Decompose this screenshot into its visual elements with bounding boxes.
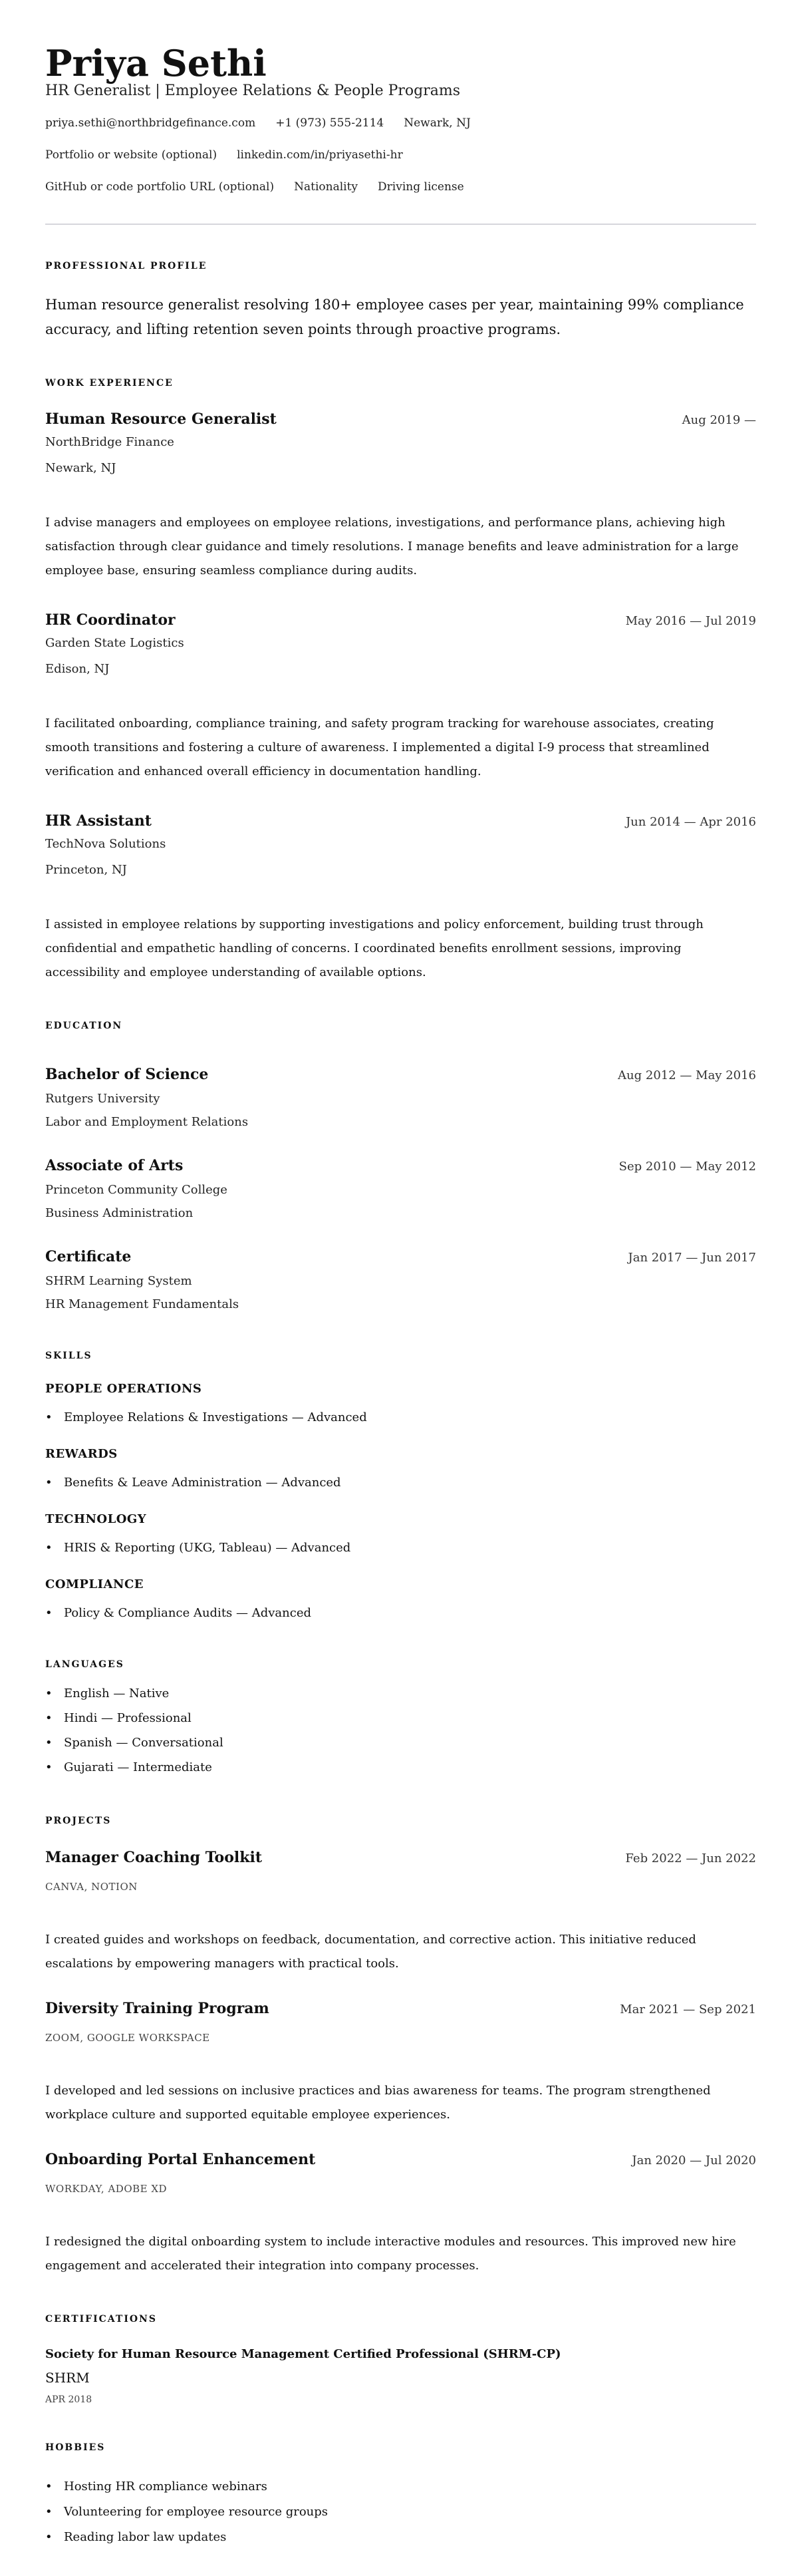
linkedin-link[interactable]: linkedin.com/in/priyasethi-hr xyxy=(237,148,403,162)
field-of-study: HR Management Fundamentals xyxy=(45,1297,239,1311)
education-entry xyxy=(45,1247,756,1315)
github-link[interactable]: GitHub or code portfolio URL (optional) xyxy=(45,180,275,194)
education-dates: Aug 2012 — May 2016 xyxy=(618,1068,756,1082)
education-dates: Jan 2017 — Jun 2017 xyxy=(628,1251,756,1265)
section-heading: CERTIFICATIONS xyxy=(45,2314,157,2325)
driving-license: Driving license xyxy=(378,180,464,194)
education-dates: Sep 2010 — May 2012 xyxy=(618,1160,756,1174)
education-header xyxy=(45,1156,756,1177)
language-item: • Hindi — Professional xyxy=(45,1706,756,1730)
email-link[interactable]: priya.sethi@northbridgefinance.com xyxy=(45,116,256,130)
certification-name: Society for Human Resource Management Certified Professional (SHRM-CP) xyxy=(45,2347,561,2361)
job-dates: May 2016 — Jul 2019 xyxy=(625,614,756,628)
job-header xyxy=(45,811,756,832)
certification-issuer: SHRM xyxy=(45,2370,90,2386)
project-header xyxy=(45,1999,756,2020)
portfolio-link[interactable]: Portfolio or website (optional) xyxy=(45,148,217,162)
hobbies-section xyxy=(45,2441,756,2550)
job-entry xyxy=(45,811,756,985)
candidate-name: Priya Sethi xyxy=(45,42,267,84)
profile-section xyxy=(45,259,756,342)
job-location: Princeton, NJ xyxy=(45,863,127,877)
languages-list xyxy=(45,1682,756,1780)
job-title: HR Coordinator xyxy=(45,611,176,629)
contact-line xyxy=(45,145,756,165)
field-of-study: Business Administration xyxy=(45,1206,194,1220)
language-item: • Spanish — Conversational xyxy=(45,1731,756,1755)
job-location: Edison, NJ xyxy=(45,662,110,676)
project-header xyxy=(45,1848,756,1869)
section-heading: PROFESSIONAL PROFILE xyxy=(45,261,207,271)
project-title: Diversity Training Program xyxy=(45,2000,269,2017)
section-heading: WORK EXPERIENCE xyxy=(45,378,174,389)
job-dates: Aug 2019 — xyxy=(682,413,756,427)
project-entry xyxy=(45,1999,756,2127)
skill-list xyxy=(45,1408,756,1428)
job-title: HR Assistant xyxy=(45,812,152,830)
company-name: Garden State Logistics xyxy=(45,636,184,650)
job-header xyxy=(45,409,756,430)
skill-list xyxy=(45,1473,756,1493)
section-heading: PROJECTS xyxy=(45,1816,112,1826)
education-header xyxy=(45,1247,756,1268)
section-heading: LANGUAGES xyxy=(45,1659,124,1670)
job-description: I advise managers and employees on employee relations, investigations, and performance plans, achieving high satisfaction through clear guidance and timely resolutions. I manage benefits and leave administration for a large employee base, ensuring seamless compliance during audits. xyxy=(45,516,739,577)
language-item: • English — Native xyxy=(45,1682,756,1706)
education-entry xyxy=(45,1064,756,1132)
profile-text: Human resource generalist resolving 180+ employee cases per year, maintaining 99% compliance accuracy, and lifting retention seven points through proactive programs. xyxy=(45,297,744,337)
company-name: TechNova Solutions xyxy=(45,837,166,851)
degree: Associate of Arts xyxy=(45,1157,184,1174)
skill-category: COMPLIANCE xyxy=(45,1577,144,1591)
work-section xyxy=(45,377,756,985)
project-tech: WORKDAY, ADOBE XD xyxy=(45,2183,168,2195)
school-name: Princeton Community College xyxy=(45,1183,227,1197)
job-description: I assisted in employee relations by supporting investigations and policy enforcement, building trust through confidential and empathetic handling of concerns. I coordinated benefits enrollment sessions, improving accessibility and employee understanding of available options. xyxy=(45,917,704,979)
nationality: Nationality xyxy=(294,180,358,194)
projects-section xyxy=(45,1814,756,2278)
hobbies-list xyxy=(45,2474,756,2550)
skill-list xyxy=(45,1603,756,1623)
language-item: • Gujarati — Intermediate xyxy=(45,1756,756,1780)
job-dates: Jun 2014 — Apr 2016 xyxy=(625,815,756,829)
project-title: Manager Coaching Toolkit xyxy=(45,1849,263,1866)
degree: Bachelor of Science xyxy=(45,1066,209,1083)
job-entry xyxy=(45,409,756,583)
certifications-section xyxy=(45,2313,756,2406)
hobby-item: • Reading labor law updates xyxy=(45,2525,756,2550)
certification-date: APR 2018 xyxy=(45,2394,92,2405)
school-name: SHRM Learning System xyxy=(45,1274,192,1288)
hobby-item: • Volunteering for employee resource groups xyxy=(45,2499,756,2525)
company-name: NorthBridge Finance xyxy=(45,435,174,449)
contact-line xyxy=(45,177,756,197)
project-description: I redesigned the digital onboarding system to include interactive modules and resources. This improved new hire engagement and accelerated their integration into company processes. xyxy=(45,2235,736,2273)
project-entry xyxy=(45,2150,756,2278)
skill-category: PEOPLE OPERATIONS xyxy=(45,1382,202,1396)
project-tech: CANVA, NOTION xyxy=(45,1881,138,1893)
phone: +1 (973) 555-2114 xyxy=(275,116,384,130)
hobby-item: • Hosting HR compliance webinars xyxy=(45,2474,756,2499)
section-heading: SKILLS xyxy=(45,1351,92,1361)
project-dates: Mar 2021 — Sep 2021 xyxy=(620,2003,756,2016)
project-tech: ZOOM, GOOGLE WORKSPACE xyxy=(45,2032,210,2044)
header-divider xyxy=(45,224,756,225)
headline: HR Generalist | Employee Relations & People Programs xyxy=(45,82,461,99)
skill-category: REWARDS xyxy=(45,1447,118,1461)
project-entry xyxy=(45,1848,756,1976)
project-dates: Feb 2022 — Jun 2022 xyxy=(625,1852,756,1865)
location: Newark, NJ xyxy=(404,116,471,130)
section-heading: EDUCATION xyxy=(45,1021,123,1031)
education-entry xyxy=(45,1156,756,1223)
project-description: I created guides and workshops on feedback, documentation, and corrective action. This initiative reduced escalations by empowering managers with practical tools. xyxy=(45,1933,696,1971)
job-header xyxy=(45,610,756,631)
skills-section xyxy=(45,1349,756,1623)
skill-category: TECHNOLOGY xyxy=(45,1512,147,1526)
school-name: Rutgers University xyxy=(45,1092,160,1106)
skill-item: • Employee Relations & Investigations — Advanced xyxy=(45,1408,756,1428)
job-location: Newark, NJ xyxy=(45,461,116,475)
skill-item: • HRIS & Reporting (UKG, Tableau) — Advanced xyxy=(45,1538,756,1558)
job-entry xyxy=(45,610,756,784)
skill-list xyxy=(45,1538,756,1558)
job-title: Human Resource Generalist xyxy=(45,410,277,428)
education-header xyxy=(45,1064,756,1086)
project-title: Onboarding Portal Enhancement xyxy=(45,2151,316,2168)
field-of-study: Labor and Employment Relations xyxy=(45,1115,249,1129)
section-heading: HOBBIES xyxy=(45,2442,106,2453)
skill-item: • Policy & Compliance Audits — Advanced xyxy=(45,1603,756,1623)
project-description: I developed and led sessions on inclusive practices and bias awareness for teams. The program strengthened workplace culture and supported equitable employee experiences. xyxy=(45,2084,711,2122)
job-description: I facilitated onboarding, compliance training, and safety program tracking for warehouse associates, creating smooth transitions and fostering a culture of awareness. I implemented a digital I-9 process that streamlined verification and enhanced overall efficiency in documentation handling. xyxy=(45,717,714,778)
project-header xyxy=(45,2150,756,2171)
resume-header xyxy=(45,41,756,225)
degree: Certificate xyxy=(45,1248,132,1265)
skill-item: • Benefits & Leave Administration — Advanced xyxy=(45,1473,756,1493)
education-section xyxy=(45,1019,756,1315)
project-dates: Jan 2020 — Jul 2020 xyxy=(632,2154,756,2168)
contact-line xyxy=(45,113,756,133)
languages-section xyxy=(45,1658,756,1780)
